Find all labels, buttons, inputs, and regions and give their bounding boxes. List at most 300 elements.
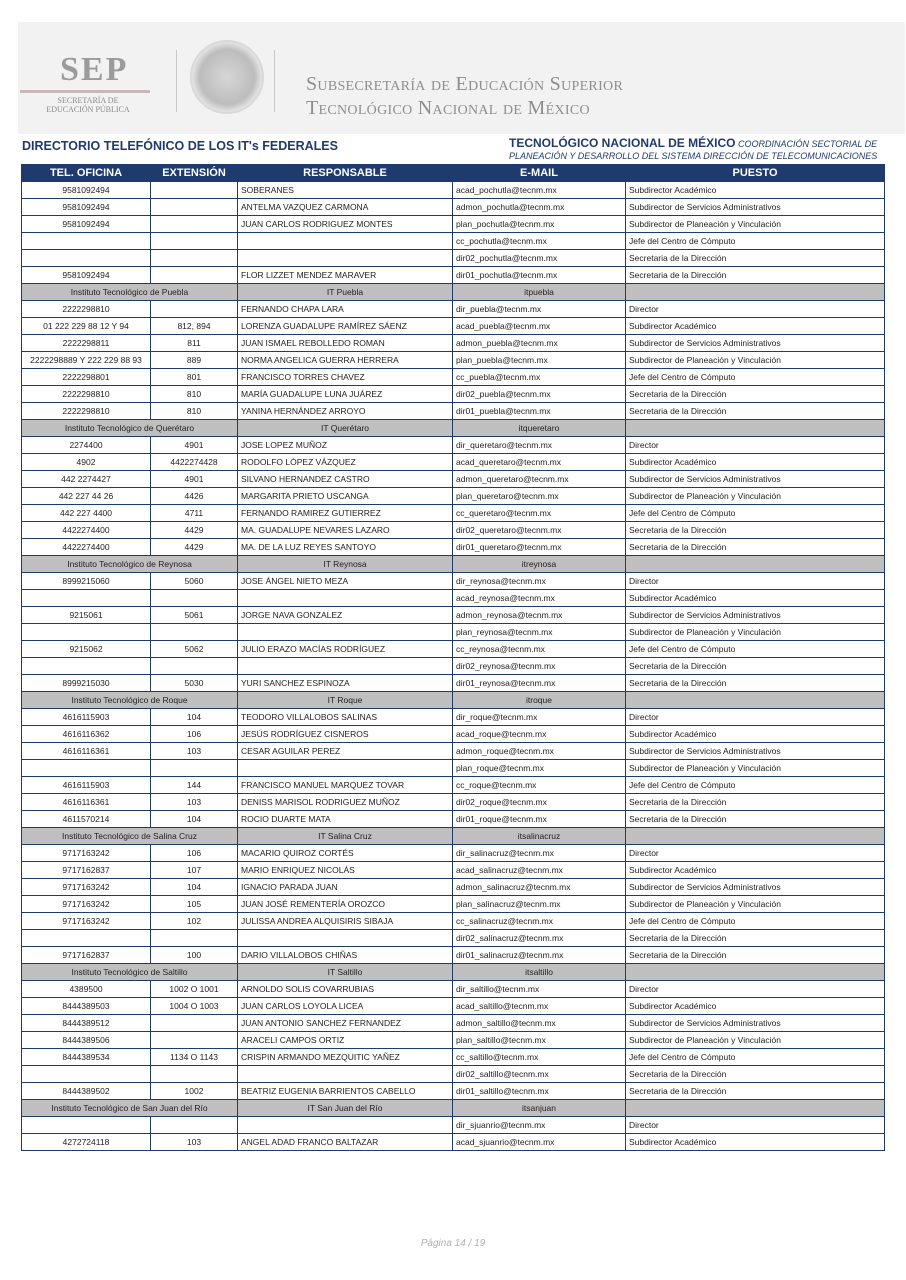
tel-cell: 4616115903 <box>22 709 151 726</box>
puesto-cell: Subdirector Académico <box>626 726 885 743</box>
email-cell: cc_puebla@tecnm.mx <box>453 369 626 386</box>
sep-logo-text: SEP <box>60 51 129 88</box>
puesto-cell: Director <box>626 573 885 590</box>
ext-cell: 4429 <box>151 539 238 556</box>
puesto-cell: Secretaria de la Dirección <box>626 1083 885 1100</box>
puesto-cell: Subdirector de Servicios Administrativos <box>626 879 885 896</box>
tel-cell <box>22 760 151 777</box>
email-cell: admon_puebla@tecnm.mx <box>453 335 626 352</box>
national-seal-icon <box>190 40 264 114</box>
institute-name: Instituto Tecnológico de Saltillo <box>22 964 238 981</box>
responsable-cell: SILVANO HERNANDEZ CASTRO <box>238 471 453 488</box>
tel-cell: 4611570214 <box>22 811 151 828</box>
tel-cell: 2222298810 <box>22 386 151 403</box>
puesto-cell: Director <box>626 437 885 454</box>
responsable-cell: ANGEL ADAD FRANCO BALTAZAR <box>238 1134 453 1151</box>
ext-cell: 812, 894 <box>151 318 238 335</box>
responsable-cell: MARGARITA PRIETO USCANGA <box>238 488 453 505</box>
table-row <box>22 1134 885 1151</box>
table-row <box>22 488 885 505</box>
header-divider <box>176 50 177 112</box>
email-cell: admon_saltillo@tecnm.mx <box>453 1015 626 1032</box>
tel-cell <box>22 590 151 607</box>
brand-line-2: Tecnológico Nacional de México <box>306 97 590 119</box>
email-cell: admon_roque@tecnm.mx <box>453 743 626 760</box>
responsable-cell: JOSE LOPEZ MUÑOZ <box>238 437 453 454</box>
ext-cell: 4426 <box>151 488 238 505</box>
responsable-cell: DARIO VILLALOBOS CHIÑAS <box>238 947 453 964</box>
puesto-cell: Secretaria de la Dirección <box>626 522 885 539</box>
table-row <box>22 777 885 794</box>
table-row <box>22 1049 885 1066</box>
ext-cell: 1002 <box>151 1083 238 1100</box>
table-row <box>22 267 885 284</box>
puesto-cell: Jefe del Centro de Cómputo <box>626 505 885 522</box>
tel-cell <box>22 1066 151 1083</box>
ext-cell: 104 <box>151 879 238 896</box>
email-cell: cc_reynosa@tecnm.mx <box>453 641 626 658</box>
table-row <box>22 386 885 403</box>
responsable-cell: MA. DE LA LUZ REYES SANTOYO <box>238 539 453 556</box>
institute-code: itroque <box>453 692 626 709</box>
puesto-cell: Secretaria de la Dirección <box>626 794 885 811</box>
ext-cell <box>151 658 238 675</box>
email-cell: dir01_saltillo@tecnm.mx <box>453 1083 626 1100</box>
ext-cell: 103 <box>151 743 238 760</box>
institute-blank-cell <box>626 420 885 437</box>
tel-cell: 8999215060 <box>22 573 151 590</box>
responsable-cell: MARÍA GUADALUPE LUNA JUÁREZ <box>238 386 453 403</box>
ext-cell <box>151 760 238 777</box>
tel-cell: 9581092494 <box>22 199 151 216</box>
tel-cell: 2222298810 <box>22 403 151 420</box>
ext-cell: 1134 O 1143 <box>151 1049 238 1066</box>
org-coordination-2: PLANEACIÓN Y DESARROLLO DEL SISTEMA DIRECCIÓN DE TELECOMUNICACIONES <box>509 151 878 161</box>
tel-cell: 8444389503 <box>22 998 151 1015</box>
email-cell: plan_queretaro@tecnm.mx <box>453 488 626 505</box>
email-cell: dir_roque@tecnm.mx <box>453 709 626 726</box>
institute-blank-cell <box>626 284 885 301</box>
ext-cell: 106 <box>151 845 238 862</box>
institute-row <box>22 1100 885 1117</box>
responsable-cell: TEODORO VILLALOBOS SALINAS <box>238 709 453 726</box>
table-row <box>22 709 885 726</box>
table-row <box>22 403 885 420</box>
institute-name: Instituto Tecnológico de Reynosa <box>22 556 238 573</box>
tel-cell: 4902 <box>22 454 151 471</box>
ext-cell <box>151 199 238 216</box>
responsable-cell: JUAN ANTONIO SANCHEZ FERNANDEZ <box>238 1015 453 1032</box>
responsable-cell: NORMA ANGELICA GUERRA HERRERA <box>238 352 453 369</box>
ext-cell: 5062 <box>151 641 238 658</box>
org-title <box>509 137 885 162</box>
ext-cell <box>151 250 238 267</box>
ext-cell: 100 <box>151 947 238 964</box>
table-row <box>22 216 885 233</box>
responsable-cell: JUAN ISMAEL REBOLLEDO ROMAN <box>238 335 453 352</box>
institute-short-name: IT Saltillo <box>238 964 453 981</box>
table-row <box>22 1117 885 1134</box>
puesto-cell: Secretaria de la Dirección <box>626 403 885 420</box>
responsable-cell <box>238 233 453 250</box>
institute-short-name: IT San Juan del Río <box>238 1100 453 1117</box>
tel-cell: 8999215030 <box>22 675 151 692</box>
tel-cell: 01 222 229 88 12 Y 94 <box>22 318 151 335</box>
table-row <box>22 199 885 216</box>
table-header-row <box>22 165 885 182</box>
email-cell: dir01_puebla@tecnm.mx <box>453 403 626 420</box>
institute-short-name: IT Puebla <box>238 284 453 301</box>
ext-cell <box>151 233 238 250</box>
puesto-cell: Subdirector de Planeación y Vinculación <box>626 216 885 233</box>
puesto-cell: Subdirector Académico <box>626 862 885 879</box>
puesto-cell: Subdirector de Planeación y Vinculación <box>626 624 885 641</box>
puesto-cell: Director <box>626 981 885 998</box>
institute-code: itreynosa <box>453 556 626 573</box>
puesto-cell: Jefe del Centro de Cómputo <box>626 233 885 250</box>
responsable-cell: FERNANDO CHAPA LARA <box>238 301 453 318</box>
puesto-cell: Subdirector de Servicios Administrativos <box>626 743 885 760</box>
tel-cell: 9581092494 <box>22 216 151 233</box>
puesto-cell: Jefe del Centro de Cómputo <box>626 1049 885 1066</box>
tel-cell <box>22 1117 151 1134</box>
tel-cell: 4616115903 <box>22 777 151 794</box>
email-cell: dir02_reynosa@tecnm.mx <box>453 658 626 675</box>
puesto-cell: Subdirector Académico <box>626 454 885 471</box>
ext-cell: 1002 O 1001 <box>151 981 238 998</box>
puesto-cell: Jefe del Centro de Cómputo <box>626 641 885 658</box>
table-row <box>22 794 885 811</box>
responsable-cell: JUAN CARLOS RODRIGUEZ MONTES <box>238 216 453 233</box>
institute-row <box>22 284 885 301</box>
puesto-cell: Jefe del Centro de Cómputo <box>626 777 885 794</box>
email-cell: admon_pochutla@tecnm.mx <box>453 199 626 216</box>
institute-row <box>22 420 885 437</box>
table-row <box>22 250 885 267</box>
puesto-cell: Secretaria de la Dirección <box>626 386 885 403</box>
institute-row <box>22 692 885 709</box>
tel-cell <box>22 930 151 947</box>
tel-cell: 9581092494 <box>22 267 151 284</box>
ext-cell: 4901 <box>151 471 238 488</box>
email-cell: admon_salinacruz@tecnm.mx <box>453 879 626 896</box>
email-cell: dir_salinacruz@tecnm.mx <box>453 845 626 862</box>
responsable-cell <box>238 624 453 641</box>
responsable-cell: JORGE NAVA GONZALEZ <box>238 607 453 624</box>
responsable-cell: FRANCISCO MANUEL MARQUEZ TOVAR <box>238 777 453 794</box>
email-cell: admon_reynosa@tecnm.mx <box>453 607 626 624</box>
email-cell: cc_saltillo@tecnm.mx <box>453 1049 626 1066</box>
institute-short-name: IT Querétaro <box>238 420 453 437</box>
email-cell: dir_reynosa@tecnm.mx <box>453 573 626 590</box>
sep-logo <box>20 52 158 114</box>
email-cell: plan_reynosa@tecnm.mx <box>453 624 626 641</box>
institute-code: itqueretaro <box>453 420 626 437</box>
ext-cell <box>151 930 238 947</box>
ext-cell: 1004 O 1003 <box>151 998 238 1015</box>
puesto-cell: Subdirector Académico <box>626 1134 885 1151</box>
table-row <box>22 454 885 471</box>
tel-cell: 9717163242 <box>22 845 151 862</box>
ext-cell: 889 <box>151 352 238 369</box>
email-cell: dir02_queretaro@tecnm.mx <box>453 522 626 539</box>
puesto-cell: Secretaria de la Dirección <box>626 675 885 692</box>
tel-cell: 8444389512 <box>22 1015 151 1032</box>
ext-cell: 4429 <box>151 522 238 539</box>
table-row <box>22 352 885 369</box>
email-cell: acad_pochutla@tecnm.mx <box>453 182 626 199</box>
tel-cell: 8444389534 <box>22 1049 151 1066</box>
email-cell: admon_queretaro@tecnm.mx <box>453 471 626 488</box>
tel-cell: 2222298801 <box>22 369 151 386</box>
puesto-cell: Subdirector Académico <box>626 590 885 607</box>
table-row <box>22 862 885 879</box>
responsable-cell: YANINA HERNÁNDEZ ARROYO <box>238 403 453 420</box>
puesto-cell: Secretaria de la Dirección <box>626 1066 885 1083</box>
email-cell: acad_saltillo@tecnm.mx <box>453 998 626 1015</box>
table-row <box>22 896 885 913</box>
sep-subtitle: SECRETARÍA DE EDUCACIÓN PÚBLICA <box>46 96 130 114</box>
puesto-cell: Subdirector de Planeación y Vinculación <box>626 488 885 505</box>
responsable-cell: MACARIO QUIROZ CORTÉS <box>238 845 453 862</box>
institute-blank-cell <box>626 556 885 573</box>
responsable-cell: ARACELI CAMPOS ORTIZ <box>238 1032 453 1049</box>
table-row <box>22 301 885 318</box>
tel-cell: 9717163242 <box>22 896 151 913</box>
institute-name: Instituto Tecnológico de Roque <box>22 692 238 709</box>
responsable-cell: BEATRIZ EUGENIA BARRIENTOS CABELLO <box>238 1083 453 1100</box>
table-row <box>22 335 885 352</box>
table-row <box>22 1066 885 1083</box>
email-cell: dir_puebla@tecnm.mx <box>453 301 626 318</box>
brand-line-1: Subsecretaría de Educación Superior <box>306 73 624 95</box>
ext-cell: 5061 <box>151 607 238 624</box>
puesto-cell: Subdirector Académico <box>626 998 885 1015</box>
puesto-cell: Director <box>626 301 885 318</box>
ext-cell <box>151 624 238 641</box>
responsable-cell: JESÚS RODRÍGUEZ CISNEROS <box>238 726 453 743</box>
email-cell: cc_salinacruz@tecnm.mx <box>453 913 626 930</box>
puesto-cell: Secretaria de la Dirección <box>626 539 885 556</box>
responsable-cell: ANTELMA VAZQUEZ CARMONA <box>238 199 453 216</box>
tel-cell: 4616116361 <box>22 743 151 760</box>
table-row <box>22 318 885 335</box>
institute-name: Instituto Tecnológico de Puebla <box>22 284 238 301</box>
tel-cell: 4389500 <box>22 981 151 998</box>
tel-cell: 2222298889 Y 222 229 88 93 <box>22 352 151 369</box>
responsable-cell: JULISSA ANDREA ALQUISIRIS SIBAJA <box>238 913 453 930</box>
responsable-cell <box>238 250 453 267</box>
table-row <box>22 930 885 947</box>
responsable-cell: JUAN CARLOS LOYOLA LICEA <box>238 998 453 1015</box>
responsable-cell: FERNANDO RAMIREZ GUTIERREZ <box>238 505 453 522</box>
org-coordination-1: COORDINACIÓN SECTORIAL DE <box>737 139 878 149</box>
table-row <box>22 233 885 250</box>
tel-cell <box>22 658 151 675</box>
email-cell: cc_queretaro@tecnm.mx <box>453 505 626 522</box>
tel-cell <box>22 250 151 267</box>
institute-name: Instituto Tecnológico de Querétaro <box>22 420 238 437</box>
puesto-cell: Subdirector de Planeación y Vinculación <box>626 352 885 369</box>
puesto-cell: Jefe del Centro de Cómputo <box>626 913 885 930</box>
ext-cell <box>151 1066 238 1083</box>
email-cell: plan_salinacruz@tecnm.mx <box>453 896 626 913</box>
responsable-cell <box>238 1066 453 1083</box>
ext-cell: 4901 <box>151 437 238 454</box>
institute-blank-cell <box>626 1100 885 1117</box>
tel-cell: 442 227 4400 <box>22 505 151 522</box>
ext-cell: 810 <box>151 386 238 403</box>
email-cell: plan_saltillo@tecnm.mx <box>453 1032 626 1049</box>
ext-cell: 801 <box>151 369 238 386</box>
column-header-email: E-MAIL <box>453 165 626 182</box>
puesto-cell: Secretaria de la Dirección <box>626 658 885 675</box>
email-cell: plan_puebla@tecnm.mx <box>453 352 626 369</box>
responsable-cell: JUAN JOSÉ REMENTERÍA OROZCO <box>238 896 453 913</box>
puesto-cell: Subdirector de Servicios Administrativos <box>626 471 885 488</box>
responsable-cell: MA. GUADALUPE NEVARES LAZARO <box>238 522 453 539</box>
ext-cell <box>151 182 238 199</box>
email-cell: dir02_pochutla@tecnm.mx <box>453 250 626 267</box>
org-name: TECNOLÓGICO NACIONAL DE MÉXICO <box>509 136 736 150</box>
table-row <box>22 658 885 675</box>
institute-code: itsalinacruz <box>453 828 626 845</box>
table-row <box>22 743 885 760</box>
institute-short-name: IT Roque <box>238 692 453 709</box>
ext-cell: 4711 <box>151 505 238 522</box>
email-cell: dir02_roque@tecnm.mx <box>453 794 626 811</box>
ext-cell: 102 <box>151 913 238 930</box>
responsable-cell <box>238 590 453 607</box>
column-header-ext: EXTENSIÓN <box>151 165 238 182</box>
institute-blank-cell <box>626 828 885 845</box>
ext-cell: 810 <box>151 403 238 420</box>
tel-cell: 9581092494 <box>22 182 151 199</box>
institute-blank-cell <box>626 964 885 981</box>
ext-cell: 5030 <box>151 675 238 692</box>
institute-name: Instituto Tecnológico de San Juan del Río <box>22 1100 238 1117</box>
table-row <box>22 981 885 998</box>
tel-cell: 442 2274427 <box>22 471 151 488</box>
directory-table <box>21 164 885 1151</box>
puesto-cell: Subdirector de Servicios Administrativos <box>626 1015 885 1032</box>
responsable-cell: LORENZA GUADALUPE RAMÍREZ SÁENZ <box>238 318 453 335</box>
puesto-cell: Director <box>626 1117 885 1134</box>
table-body <box>22 182 885 1151</box>
table-row <box>22 998 885 1015</box>
institute-row <box>22 828 885 845</box>
email-cell: acad_queretaro@tecnm.mx <box>453 454 626 471</box>
responsable-cell: SOBERANES <box>238 182 453 199</box>
table-row <box>22 760 885 777</box>
tel-cell: 442 227 44 26 <box>22 488 151 505</box>
table-row <box>22 913 885 930</box>
email-cell: dir01_pochutla@tecnm.mx <box>453 267 626 284</box>
table-row <box>22 624 885 641</box>
responsable-cell <box>238 1117 453 1134</box>
table-row <box>22 1083 885 1100</box>
institute-short-name: IT Reynosa <box>238 556 453 573</box>
page-title: DIRECTORIO TELEFÓNICO DE LOS IT's FEDERALES <box>22 139 338 153</box>
table-row <box>22 1032 885 1049</box>
puesto-cell: Secretaria de la Dirección <box>626 811 885 828</box>
tel-cell: 9717163242 <box>22 913 151 930</box>
responsable-cell <box>238 760 453 777</box>
puesto-cell: Secretaria de la Dirección <box>626 930 885 947</box>
table-row <box>22 437 885 454</box>
email-cell: dir01_queretaro@tecnm.mx <box>453 539 626 556</box>
table-row <box>22 182 885 199</box>
ext-cell <box>151 301 238 318</box>
responsable-cell: ARNOLDO SOLIS COVARRUBIAS <box>238 981 453 998</box>
email-cell: acad_salinacruz@tecnm.mx <box>453 862 626 879</box>
ext-cell <box>151 267 238 284</box>
puesto-cell: Director <box>626 709 885 726</box>
table-row <box>22 590 885 607</box>
email-cell: acad_puebla@tecnm.mx <box>453 318 626 335</box>
responsable-cell: JULIO ERAZO MACÍAS RODRÍGUEZ <box>238 641 453 658</box>
puesto-cell: Subdirector de Planeación y Vinculación <box>626 760 885 777</box>
institute-name: Instituto Tecnológico de Salina Cruz <box>22 828 238 845</box>
responsable-cell: DENISS MARISOL RODRIGUEZ MUÑOZ <box>238 794 453 811</box>
email-cell: dir_queretaro@tecnm.mx <box>453 437 626 454</box>
table-row <box>22 369 885 386</box>
table-row <box>22 522 885 539</box>
table-row <box>22 845 885 862</box>
email-cell: dir02_salinacruz@tecnm.mx <box>453 930 626 947</box>
institute-code: itsaltillo <box>453 964 626 981</box>
table-row <box>22 471 885 488</box>
responsable-cell: CRISPIN ARMANDO MEZQUITIC YAÑEZ <box>238 1049 453 1066</box>
tel-cell: 4272724118 <box>22 1134 151 1151</box>
ext-cell: 103 <box>151 1134 238 1151</box>
tel-cell <box>22 624 151 641</box>
tel-cell: 9717162837 <box>22 862 151 879</box>
responsable-cell: IGNACIO PARADA JUAN <box>238 879 453 896</box>
tel-cell: 8444389506 <box>22 1032 151 1049</box>
puesto-cell: Secretaria de la Dirección <box>626 250 885 267</box>
tel-cell <box>22 233 151 250</box>
ext-cell: 4422274428 <box>151 454 238 471</box>
puesto-cell: Subdirector de Planeación y Vinculación <box>626 896 885 913</box>
table-row <box>22 811 885 828</box>
tel-cell: 2274400 <box>22 437 151 454</box>
puesto-cell: Secretaria de la Dirección <box>626 267 885 284</box>
institute-blank-cell <box>626 692 885 709</box>
puesto-cell: Subdirector Académico <box>626 318 885 335</box>
email-cell: dir02_puebla@tecnm.mx <box>453 386 626 403</box>
column-header-responsable: RESPONSABLE <box>238 165 453 182</box>
ext-cell <box>151 1032 238 1049</box>
brand-block <box>306 72 623 120</box>
puesto-cell: Director <box>626 845 885 862</box>
responsable-cell: CESAR AGUILAR PEREZ <box>238 743 453 760</box>
ext-cell: 5060 <box>151 573 238 590</box>
email-cell: cc_roque@tecnm.mx <box>453 777 626 794</box>
ext-cell: 104 <box>151 811 238 828</box>
tel-cell: 9717163242 <box>22 879 151 896</box>
header-divider <box>274 50 275 112</box>
puesto-cell: Subdirector de Servicios Administrativos <box>626 199 885 216</box>
puesto-cell: Jefe del Centro de Cómputo <box>626 369 885 386</box>
ext-cell <box>151 216 238 233</box>
table-row <box>22 726 885 743</box>
ext-cell: 104 <box>151 709 238 726</box>
institute-short-name: IT Salina Cruz <box>238 828 453 845</box>
email-cell: plan_roque@tecnm.mx <box>453 760 626 777</box>
column-header-tel: TEL. OFICINA <box>22 165 151 182</box>
table-row <box>22 947 885 964</box>
